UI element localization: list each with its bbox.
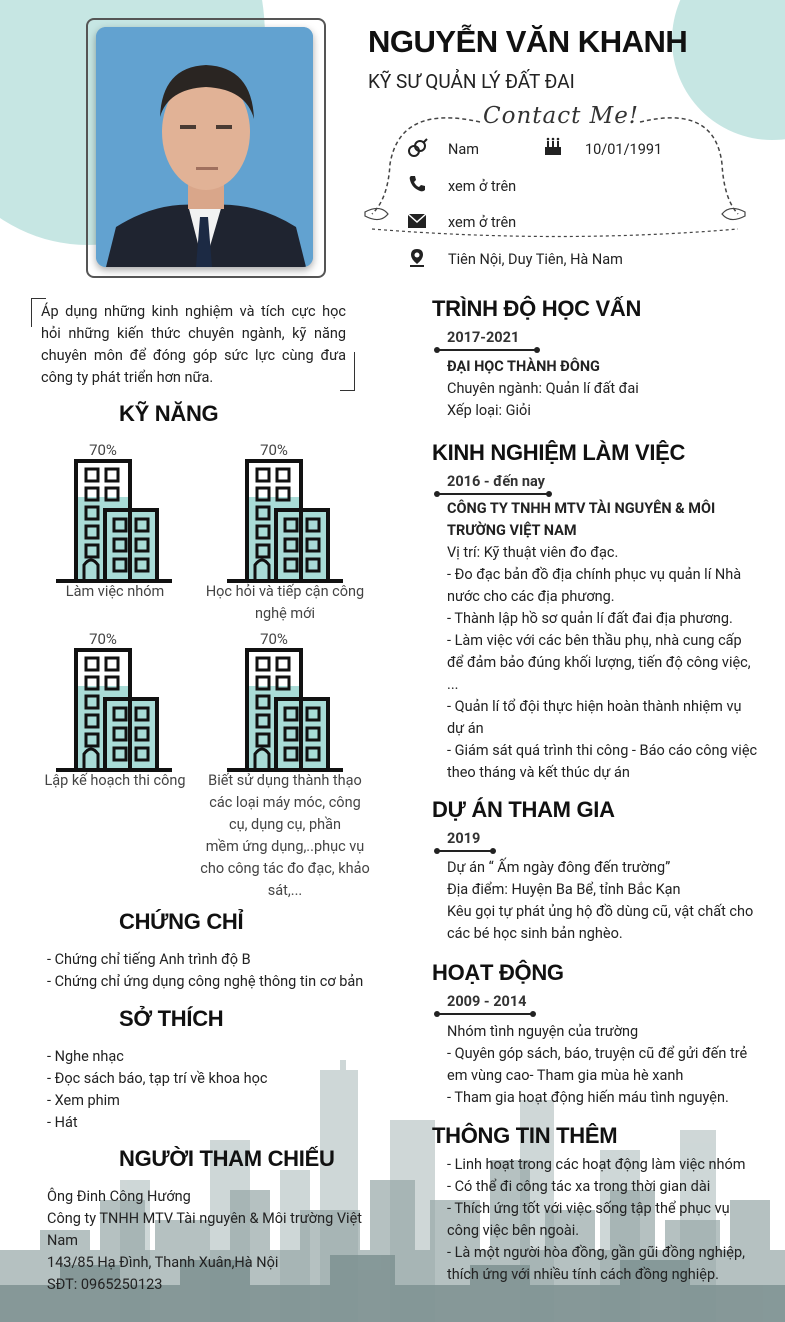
objective-line: công ty phát triển hơn nữa. <box>41 369 214 386</box>
list-item: - Chứng chỉ ứng dụng công nghệ thông tin cơ bản <box>47 973 364 990</box>
location-pin-icon <box>408 248 426 268</box>
gender-value: Nam <box>448 141 479 158</box>
school-name: ĐẠI HỌC THÀNH ĐÔNG <box>447 358 600 375</box>
skill-label-line: cho công tác đo đạc, khảo <box>200 860 370 877</box>
skill-percent: 70% <box>89 441 117 459</box>
timeline-line <box>437 850 493 852</box>
avatar <box>96 27 313 267</box>
timeline-dot <box>434 848 440 854</box>
extra-info-details <box>447 1154 746 1286</box>
email-icon <box>407 213 427 229</box>
skill-label-line: Lập kế hoạch thi công <box>44 772 186 789</box>
reference-line: SĐT: 0965250123 <box>47 1276 163 1293</box>
experience-line: - Quản lí tổ đội thực hiện hoàn thành nhiệm vụ <box>447 698 742 715</box>
timeline-dot <box>546 491 552 497</box>
gender-icon <box>406 138 428 160</box>
phone-value: xem ở trên <box>448 178 517 195</box>
certificates-title: CHỨNG CHỈ <box>119 909 244 934</box>
timeline-dot <box>534 347 540 353</box>
birthday-value: 10/01/1991 <box>585 141 663 158</box>
activity-line: Nhóm tình nguyện của trường <box>447 1023 639 1040</box>
skill-label-line: Học hỏi và tiếp cận công <box>205 583 365 600</box>
reference-title: NGƯỜI THAM CHIẾU <box>119 1146 335 1171</box>
extra-line: - Thích ứng tốt với việc sống tập thể phục vụ <box>447 1200 730 1217</box>
email-value: xem ở trên <box>448 214 517 231</box>
education-line: Chuyên ngành: Quản lí đất đai <box>447 380 639 397</box>
skill-label <box>195 770 375 902</box>
experience-line: - Giám sát quá trình thi công - Báo cáo công việc <box>447 742 758 759</box>
experience-line: - Thành lập hồ sơ quản lí đất đai địa phương. <box>447 610 733 627</box>
skill-label-line: Làm việc nhóm <box>65 583 165 600</box>
skill-label-line: các loại máy móc, công <box>209 794 361 811</box>
job-title: KỸ SƯ QUẢN LÝ ĐẤT ĐAI <box>368 70 575 93</box>
experience-details <box>447 498 767 784</box>
skill-label-line: Biết sử dụng thành thạo <box>208 772 362 789</box>
extra-line: - Là một người hòa đồng, gần gũi đồng nghiệp, <box>447 1244 745 1261</box>
extra-line: công việc bên ngoài. <box>447 1222 580 1239</box>
skill-building-icon <box>54 455 174 585</box>
timeline-dot <box>434 1011 440 1017</box>
experience-title: KINH NGHIỆM LÀM VIỆC <box>432 440 686 465</box>
address-value: Tiên Nội, Duy Tiên, Hà Nam <box>448 251 623 268</box>
skill-label-line: mềm ứng dụng,..phục vụ <box>205 838 365 855</box>
list-item: - Nghe nhạc <box>47 1048 124 1065</box>
skill-building-icon <box>54 644 174 774</box>
skill-label-line: sát,... <box>267 882 303 899</box>
experience-line: - Đo đạc bản đồ địa chính phục vụ quản lí Nhà <box>447 566 742 583</box>
experience-line: ... <box>447 676 459 693</box>
extra-line: - Linh hoạt trong các hoạt động làm việc nhóm <box>447 1156 746 1173</box>
experience-line: theo tháng và kết thúc dự án <box>447 764 630 781</box>
skill-percent: 70% <box>89 630 117 648</box>
experience-line: - Làm việc với các bên thầu phụ, nhà cung cấp <box>447 632 742 649</box>
reference-line: Công ty TNHH MTV Tài nguyên & Môi trường Việt <box>47 1210 363 1227</box>
company-name: TRƯỜNG VIỆT NAM <box>447 522 577 539</box>
projects-title: DỰ ÁN THAM GIA <box>432 797 615 822</box>
timeline-dot <box>490 848 496 854</box>
education-date: 2017-2021 <box>447 329 520 346</box>
extra-info-title: THÔNG TIN THÊM <box>432 1123 618 1148</box>
project-line: Dự án “ Ấm ngày đông đến trường” <box>447 859 671 876</box>
projects-details <box>447 857 753 945</box>
timeline-dot <box>530 1011 536 1017</box>
list-item: - Chứng chỉ tiếng Anh trình độ B <box>47 951 251 968</box>
education-title: TRÌNH ĐỘ HỌC VẤN <box>432 296 642 321</box>
timeline-dot <box>434 347 440 353</box>
extra-line: - Có thể đi công tác xa trong thời gian dài <box>447 1178 711 1195</box>
activity-line: em vùng cao- Tham gia mùa hè xanh <box>447 1067 684 1084</box>
activity-line: - Tham gia hoạt động hiến máu tình nguyện. <box>447 1089 729 1106</box>
certificates-list <box>47 949 363 993</box>
reference-line: Nam <box>47 1232 78 1249</box>
extra-line: thích ứng với nhiều tính cách đồng nghiệp. <box>447 1266 719 1283</box>
timeline-line <box>437 493 549 495</box>
project-line: Địa điểm: Huyện Ba Bể, tỉnh Bắc Kạn <box>447 881 681 898</box>
timeline-line <box>437 1013 533 1015</box>
timeline-line <box>437 349 537 351</box>
full-name: NGUYỄN VĂN KHANH <box>368 24 688 59</box>
experience-line: nước cho các địa phương. <box>447 588 615 605</box>
skill-building-icon <box>225 455 345 585</box>
list-item: - Hát <box>47 1114 78 1131</box>
skill-label <box>30 581 200 603</box>
contact-heading: Contact Me! <box>483 103 640 129</box>
experience-line: dự án <box>447 720 484 737</box>
experience-line: để đảm bảo đúng khối lượng, tiến độ công việc, <box>447 654 751 671</box>
activities-date: 2009 - 2014 <box>447 993 527 1010</box>
skill-percent: 70% <box>260 441 288 459</box>
skill-label-line: cụ, dụng cụ, phần <box>228 816 341 833</box>
objective-text <box>41 301 346 389</box>
skills-title: KỸ NĂNG <box>119 401 219 426</box>
skill-percent: 70% <box>260 630 288 648</box>
activity-line: - Quyên góp sách, báo, truyện cũ để gửi đến trẻ <box>447 1045 748 1062</box>
reference-details <box>47 1186 362 1296</box>
activities-title: HOẠT ĐỘNG <box>432 960 564 985</box>
education-line: Xếp loại: Giỏi <box>447 402 531 419</box>
experience-date: 2016 - đến nay <box>447 473 545 490</box>
skill-label <box>195 581 375 625</box>
phone-icon <box>408 175 426 193</box>
birthday-cake-icon <box>543 137 563 157</box>
objective-line: Áp dụng những kinh nghiệm và tích cực học <box>41 303 346 320</box>
projects-date: 2019 <box>447 830 481 847</box>
skill-label <box>30 770 200 792</box>
hobbies-title: SỞ THÍCH <box>119 1006 224 1031</box>
project-line: Kêu gọi tự phát ủng hộ đồ dùng cũ, vật chất cho <box>447 903 754 920</box>
list-item: - Xem phim <box>47 1092 120 1109</box>
activities-details <box>447 1021 747 1109</box>
reference-line: 143/85 Hạ Đình, Thanh Xuân,Hà Nội <box>47 1254 279 1271</box>
project-line: các bé học sinh bản nghèo. <box>447 925 623 942</box>
company-name: CÔNG TY TNHH MTV TÀI NGUYÊN & MÔI <box>447 500 716 517</box>
reference-line: Ông Đinh Công Hướng <box>47 1188 191 1205</box>
objective-line: chuyên môn để đóng góp sức lực cùng đưa <box>41 347 346 364</box>
timeline-dot <box>434 491 440 497</box>
list-item: - Đọc sách báo, tạp trí về khoa học <box>47 1070 268 1087</box>
education-details <box>447 356 639 422</box>
objective-line: hỏi những kiến thức chuyên ngành, kỹ năng <box>41 325 346 342</box>
skill-label-line: nghệ mới <box>255 605 315 622</box>
hobbies-list <box>47 1046 267 1134</box>
experience-line: Vị trí: Kỹ thuật viên đo đạc. <box>447 544 619 561</box>
skill-building-icon <box>225 644 345 774</box>
